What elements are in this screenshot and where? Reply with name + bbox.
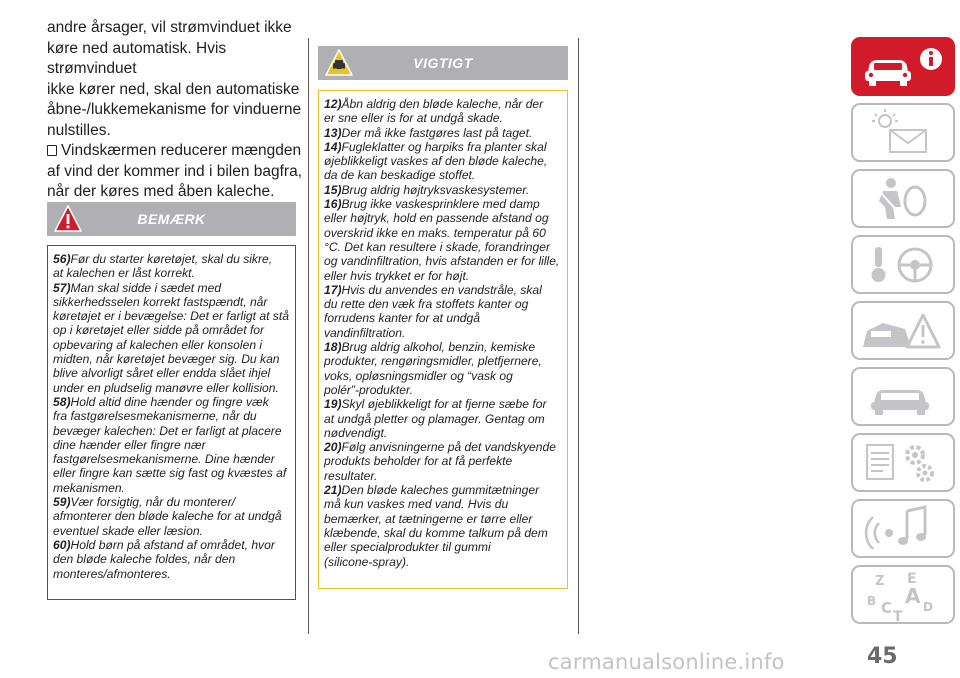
note-text: (silicone-spray). bbox=[324, 554, 410, 569]
note-item-line bbox=[53, 524, 289, 538]
tab-car-info[interactable] bbox=[851, 37, 955, 96]
note-item-line bbox=[324, 412, 561, 426]
car-service-icon bbox=[853, 369, 953, 424]
index-letter: T bbox=[893, 609, 903, 622]
note-item-line bbox=[324, 369, 561, 383]
note-item-line bbox=[53, 366, 289, 380]
note-number: 60) bbox=[53, 537, 71, 552]
note-item-line bbox=[324, 383, 561, 397]
note-item-line bbox=[53, 509, 289, 523]
note-item-line bbox=[324, 326, 561, 340]
tab-technical-data[interactable] bbox=[851, 433, 955, 492]
note-item bbox=[53, 252, 289, 281]
note-text: Hold altid dine hænder og fingre væk bbox=[70, 394, 269, 409]
note-item bbox=[324, 197, 561, 283]
note-text: Brug aldrig alkohol, benzin, kemiske bbox=[341, 340, 536, 355]
note-number: 14) bbox=[324, 139, 342, 154]
note-text: Skyl øjeblikkeligt for at fjerne sæbe for bbox=[341, 397, 547, 412]
note-item bbox=[324, 97, 561, 126]
note-item-line bbox=[324, 283, 561, 297]
tab-starting-driving[interactable] bbox=[851, 235, 955, 294]
note-item-line bbox=[324, 97, 561, 111]
note-item-line bbox=[53, 567, 289, 581]
car-info-icon bbox=[853, 39, 953, 94]
note-number: 59) bbox=[53, 495, 71, 510]
note-number: 58) bbox=[53, 394, 71, 409]
note-text: Brug aldrig højtryksvaskesystemer. bbox=[341, 182, 530, 197]
technical-data-icon bbox=[853, 435, 953, 490]
tab-emergency[interactable] bbox=[851, 301, 955, 360]
note-text: Vær forsigtig, når du monterer/ bbox=[70, 495, 236, 510]
note-number: 16) bbox=[324, 197, 342, 212]
note-item bbox=[53, 538, 289, 581]
note-item-line bbox=[324, 140, 561, 154]
note-item-line bbox=[53, 495, 289, 509]
note-text: midten, når køretøjet bevæger sig. Du kan bbox=[53, 352, 280, 367]
note-text: at kalechen er låst korrekt. bbox=[53, 266, 195, 281]
note-item bbox=[324, 483, 561, 569]
note-item bbox=[324, 183, 561, 197]
index-letter: E bbox=[907, 571, 917, 587]
note-text: at undgå pletter og plamager. Gentag om bbox=[324, 411, 545, 426]
note-text: Man skal sidde i sædet med bbox=[70, 280, 222, 295]
note-item-line bbox=[53, 424, 289, 438]
note-text: produkts beholder for at få perfekte bbox=[324, 454, 513, 469]
bemaerk-box bbox=[47, 245, 296, 600]
intro-line: køre ned automatisk. Hvis strømvinduet bbox=[47, 39, 227, 77]
note-text: er sne eller is for at undgå skade. bbox=[324, 111, 503, 126]
index-letters-icon bbox=[853, 567, 953, 622]
note-number: 12) bbox=[324, 97, 342, 111]
note-text: Åbn aldrig den bløde kaleche, når der bbox=[341, 97, 544, 111]
note-text: eller specialprodukter til gummi bbox=[324, 540, 491, 555]
note-text: overskrid ikke en maks. temperatur på 60 bbox=[324, 225, 546, 240]
note-text: monteres/afmonteres. bbox=[53, 566, 171, 581]
note-item-line bbox=[324, 183, 561, 197]
note-item-line bbox=[324, 497, 561, 511]
note-text: Den bløde kaleches gummitætninger bbox=[341, 483, 540, 498]
note-item-line bbox=[324, 454, 561, 468]
multimedia-icon bbox=[853, 501, 953, 556]
note-text: bevæger kalechen: Det er farligt at placere bbox=[53, 423, 282, 438]
note-item bbox=[324, 126, 561, 140]
index-letter: Z bbox=[875, 574, 885, 589]
note-item-line bbox=[53, 438, 289, 452]
note-item bbox=[53, 395, 289, 495]
note-text: nødvendigt. bbox=[324, 425, 388, 440]
note-item-line bbox=[324, 512, 561, 526]
steering-key-icon bbox=[853, 237, 953, 292]
note-text: opbevaring af kalechen eller konsolen i bbox=[53, 337, 263, 352]
column-divider bbox=[308, 38, 309, 634]
note-item-line bbox=[324, 254, 561, 268]
note-number: 18) bbox=[324, 340, 342, 355]
note-text: °C. Det kan resultere i skade, forandringer bbox=[324, 239, 550, 254]
note-item-line bbox=[53, 552, 289, 566]
note-item bbox=[324, 340, 561, 397]
tab-maintenance[interactable] bbox=[851, 367, 955, 426]
bemaerk-title: BEMÆRK bbox=[137, 211, 206, 227]
note-item bbox=[53, 281, 289, 395]
intro-line: andre årsager, vil strømvinduet ikke bbox=[47, 19, 292, 36]
note-item-line bbox=[324, 126, 561, 140]
note-text: eller fingre kan sætte sig fast og kvæstes af bbox=[53, 466, 287, 481]
note-item-line bbox=[324, 354, 561, 368]
intro-line: ikke kører ned, skal den automatiske bbox=[47, 80, 300, 98]
note-text: og vandinfiltration, hvis afstanden er for lille, bbox=[324, 254, 560, 269]
note-item-line bbox=[324, 555, 561, 569]
note-text: Brug ikke vaskesprinklere med damp bbox=[341, 197, 540, 212]
note-item-line bbox=[324, 540, 561, 554]
note-item-line bbox=[53, 395, 289, 409]
note-number: 13) bbox=[324, 125, 342, 140]
intro-line: nulstilles. bbox=[47, 121, 111, 139]
intro-text bbox=[47, 18, 307, 203]
note-item-line bbox=[324, 168, 561, 182]
tab-dashboard-lights[interactable] bbox=[851, 103, 955, 162]
note-text: fra fastgørelsesmekanismerne, når du bbox=[53, 409, 257, 424]
book-icon bbox=[47, 145, 57, 156]
note-text: eller hvis trykket er for højt. bbox=[324, 268, 470, 283]
safety-airbag-icon bbox=[853, 171, 953, 226]
note-item-line bbox=[324, 311, 561, 325]
note-number: 57) bbox=[53, 280, 71, 295]
note-text: Før du starter køretøjet, skal du sikre, bbox=[70, 252, 273, 266]
note-text: mekanismen. bbox=[53, 480, 125, 495]
note-item-line bbox=[53, 481, 289, 495]
note-text: eventuel skade eller læsion. bbox=[53, 523, 203, 538]
note-text: øjeblikkeligt vaskes af den bløde kaleche, bbox=[324, 154, 548, 169]
note-item bbox=[324, 283, 561, 340]
note-number: 20) bbox=[324, 440, 342, 455]
note-item-line bbox=[324, 297, 561, 311]
note-item-line bbox=[53, 466, 289, 480]
note-text: du rette den væk fra stoffets kanter og bbox=[324, 297, 529, 312]
note-item-line bbox=[324, 526, 561, 540]
note-number: 21) bbox=[324, 483, 342, 498]
watermark: carmanualsonline.info bbox=[548, 650, 785, 674]
note-text: bemærker, at tætningerne er tørre eller bbox=[324, 511, 533, 526]
index-letter: A bbox=[905, 584, 921, 608]
note-text: Hold børn på afstand af området, hvor bbox=[70, 537, 275, 552]
emergency-warning-icon bbox=[853, 303, 953, 358]
dashboard-lights-icon bbox=[853, 105, 953, 160]
note-text: produkter, rengøringsmidler, pletfjernere, bbox=[324, 354, 542, 369]
note-text: fastgørelsesmekanismerne. Dine hænder bbox=[53, 452, 275, 467]
note-item bbox=[324, 397, 561, 440]
note-item-line bbox=[324, 111, 561, 125]
note-text: op i køretøjet eller sidde på området for bbox=[53, 323, 265, 338]
note-text: dine hænder eller fingre nær bbox=[53, 437, 206, 452]
note-item-line bbox=[53, 538, 289, 552]
note-text: da de kan beskadige stoffet. bbox=[324, 168, 476, 183]
note-text: vandinfiltration. bbox=[324, 325, 406, 340]
note-item-line bbox=[53, 309, 289, 323]
note-item-line bbox=[324, 240, 561, 254]
note-text: Hvis du anvendes en vandstråle, skal bbox=[341, 282, 542, 297]
note-text: resultater. bbox=[324, 468, 378, 483]
index-letter: D bbox=[923, 600, 933, 614]
note-text: blive alvorligt såret eller endda slået ihjel bbox=[53, 366, 271, 381]
note-item-line bbox=[53, 266, 289, 280]
note-item-line bbox=[324, 483, 561, 497]
bemaerk-header bbox=[47, 202, 296, 236]
note-item-line bbox=[53, 252, 289, 266]
note-item-line bbox=[324, 340, 561, 354]
note-text: Følg anvisningerne på det vandskyende bbox=[341, 440, 556, 455]
note-item-line bbox=[324, 440, 561, 454]
note-item-line bbox=[53, 295, 289, 309]
note-item-line bbox=[324, 197, 561, 211]
index-letter: B bbox=[867, 594, 877, 608]
note-item-line bbox=[324, 397, 561, 411]
tab-safety[interactable] bbox=[851, 169, 955, 228]
tab-index[interactable] bbox=[851, 565, 955, 624]
note-text: den bløde kaleche foldes, når den bbox=[53, 552, 236, 567]
note-line-text: Vindskærmen reducerer mængden bbox=[61, 142, 302, 159]
page-number: 45 bbox=[867, 644, 898, 669]
note-item bbox=[324, 440, 561, 483]
note-number: 17) bbox=[324, 282, 342, 297]
note-item bbox=[53, 495, 289, 538]
note-text: eller højtryk, hold en passende afstand og bbox=[324, 211, 549, 226]
note-text: voks, opløsningsmidler og “vask og bbox=[324, 368, 513, 383]
note-item-line bbox=[53, 381, 289, 395]
note-line bbox=[47, 141, 307, 162]
intro-line: åbne-/lukkemekanisme for vinduerne bbox=[47, 101, 302, 118]
note-item-line bbox=[324, 154, 561, 168]
note-item-line bbox=[53, 338, 289, 352]
note-item-line bbox=[324, 226, 561, 240]
note-number: 56) bbox=[53, 252, 71, 266]
note-item-line bbox=[324, 211, 561, 225]
note-line: når der køres med åben kaleche. bbox=[47, 183, 275, 200]
note-text: under en pludselig manøvre eller kollision. bbox=[53, 380, 279, 395]
note-number: 19) bbox=[324, 397, 342, 412]
column-divider bbox=[578, 38, 579, 634]
note-text: Fugleklatter og harpiks fra planter skal bbox=[341, 139, 547, 154]
note-item-line bbox=[53, 281, 289, 295]
note-text: klæbende, skal du komme talkum på dem bbox=[324, 525, 548, 540]
index-letter: C bbox=[881, 599, 893, 617]
note-item-line bbox=[324, 469, 561, 483]
note-item-line bbox=[53, 452, 289, 466]
vigtigt-title: VIGTIGT bbox=[413, 55, 473, 71]
note-item-line bbox=[324, 269, 561, 283]
tab-multimedia[interactable] bbox=[851, 499, 955, 558]
note-item bbox=[324, 140, 561, 183]
note-text: afmonterer den bløde kaleche for at undgå bbox=[53, 509, 282, 524]
note-item-line bbox=[53, 323, 289, 337]
note-item-line bbox=[53, 409, 289, 423]
note-text: Der må ikke fastgøres last på taget. bbox=[341, 125, 533, 140]
vigtigt-box bbox=[318, 90, 568, 589]
note-line: af vind der kommer ind i bilen bagfra, bbox=[47, 162, 303, 180]
note-item-line bbox=[53, 352, 289, 366]
note-number: 15) bbox=[324, 182, 342, 197]
note-item-line bbox=[324, 426, 561, 440]
note-text: må kun vaskes med vand. Hvis du bbox=[324, 497, 509, 512]
vigtigt-header bbox=[318, 46, 568, 80]
note-text: forrudens kanter for at undgå bbox=[324, 311, 480, 326]
note-text: sikkerhedsselen korrekt fastspændt, når bbox=[53, 294, 268, 309]
note-text: polér”-produkter. bbox=[324, 382, 413, 397]
note-text: køretøjet er i bevægelse: Det er farligt at stå bbox=[53, 309, 289, 324]
